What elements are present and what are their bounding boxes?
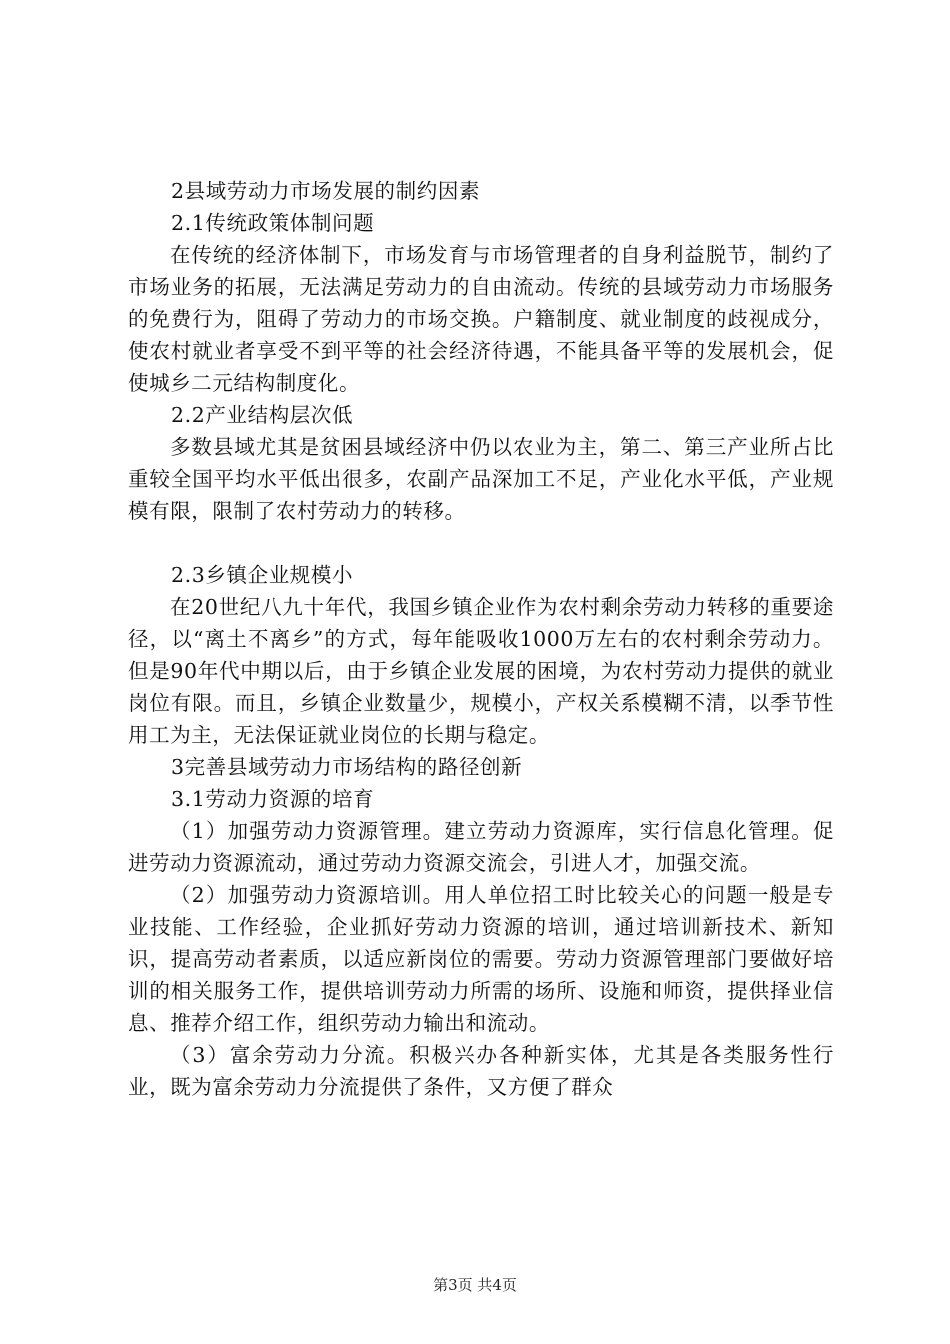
body-paragraph: 在传统的经济体制下，市场发育与市场管理者的自身利益脱节，制约了市场业务的拓展，无法满足劳动力的自由流动。传统的县域劳动力市场服务的免费行为，阻碍了劳动力的市场交换。户籍制度、就业制度的歧视成分，使农村就业者享受不到平等的社会经济待遇，不能具备平等的发展机会，促使城乡二元结构制度化。 xyxy=(128,243,834,395)
document-body xyxy=(128,175,834,1103)
list-paragraph: （1）加强劳动力资源管理。建立劳动力资源库，实行信息化管理。促进劳动力资源流动，通过劳动力资源交流会，引进人才，加强交流。 xyxy=(128,819,834,875)
subsection-heading: 3.1劳动力资源的培育 xyxy=(171,787,375,811)
blank-line xyxy=(128,527,834,559)
body-paragraph: 多数县域尤其是贫困县域经济中仍以农业为主，第二、第三产业所占比重较全国平均水平低出很多，农副产品深加工不足，产业化水平低，产业规模有限，限制了农村劳动力的转移。 xyxy=(128,435,834,523)
list-paragraph: （3）富余劳动力分流。积极兴办各种新实体，尤其是各类服务性行业，既为富余劳动力分流提供了条件，又方便了群众 xyxy=(128,1043,834,1099)
subsection-heading: 2.2产业结构层次低 xyxy=(171,403,354,427)
list-paragraph: （2）加强劳动力资源培训。用人单位招工时比较关心的问题一般是专业技能、工作经验，企业抓好劳动力资源的培训，通过培训新技术、新知识，提高劳动者素质，以适应新岗位的需要。劳动力资源管理部门要做好培训的相关服务工作，提供培训劳动力所需的场所、设施和师资，提供择业信息、推荐介绍工作，组织劳动力输出和流动。 xyxy=(128,883,834,1035)
section-heading: 2县域劳动力市场发展的制约因素 xyxy=(171,179,481,203)
subsection-heading: 2.3乡镇企业规模小 xyxy=(171,563,354,587)
subsection-heading: 2.1传统政策体制问题 xyxy=(171,211,375,235)
section-heading: 3完善县域劳动力市场结构的路径创新 xyxy=(171,755,523,779)
body-paragraph: 在20世纪八九十年代，我国乡镇企业作为农村剩余劳动力转移的重要途径，以“离土不离乡”的方式，每年能吸收1000万左右的农村剩余劳动力。但是90年代中期以后，由于乡镇企业发展的困境，为农村劳动力提供的就业岗位有限。而且，乡镇企业数量少，规模小，产权关系模糊不清，以季节性用工为主，无法保证就业岗位的长期与稳定。 xyxy=(128,595,834,747)
page-footer: 第3页 共4页 xyxy=(433,1276,517,1294)
